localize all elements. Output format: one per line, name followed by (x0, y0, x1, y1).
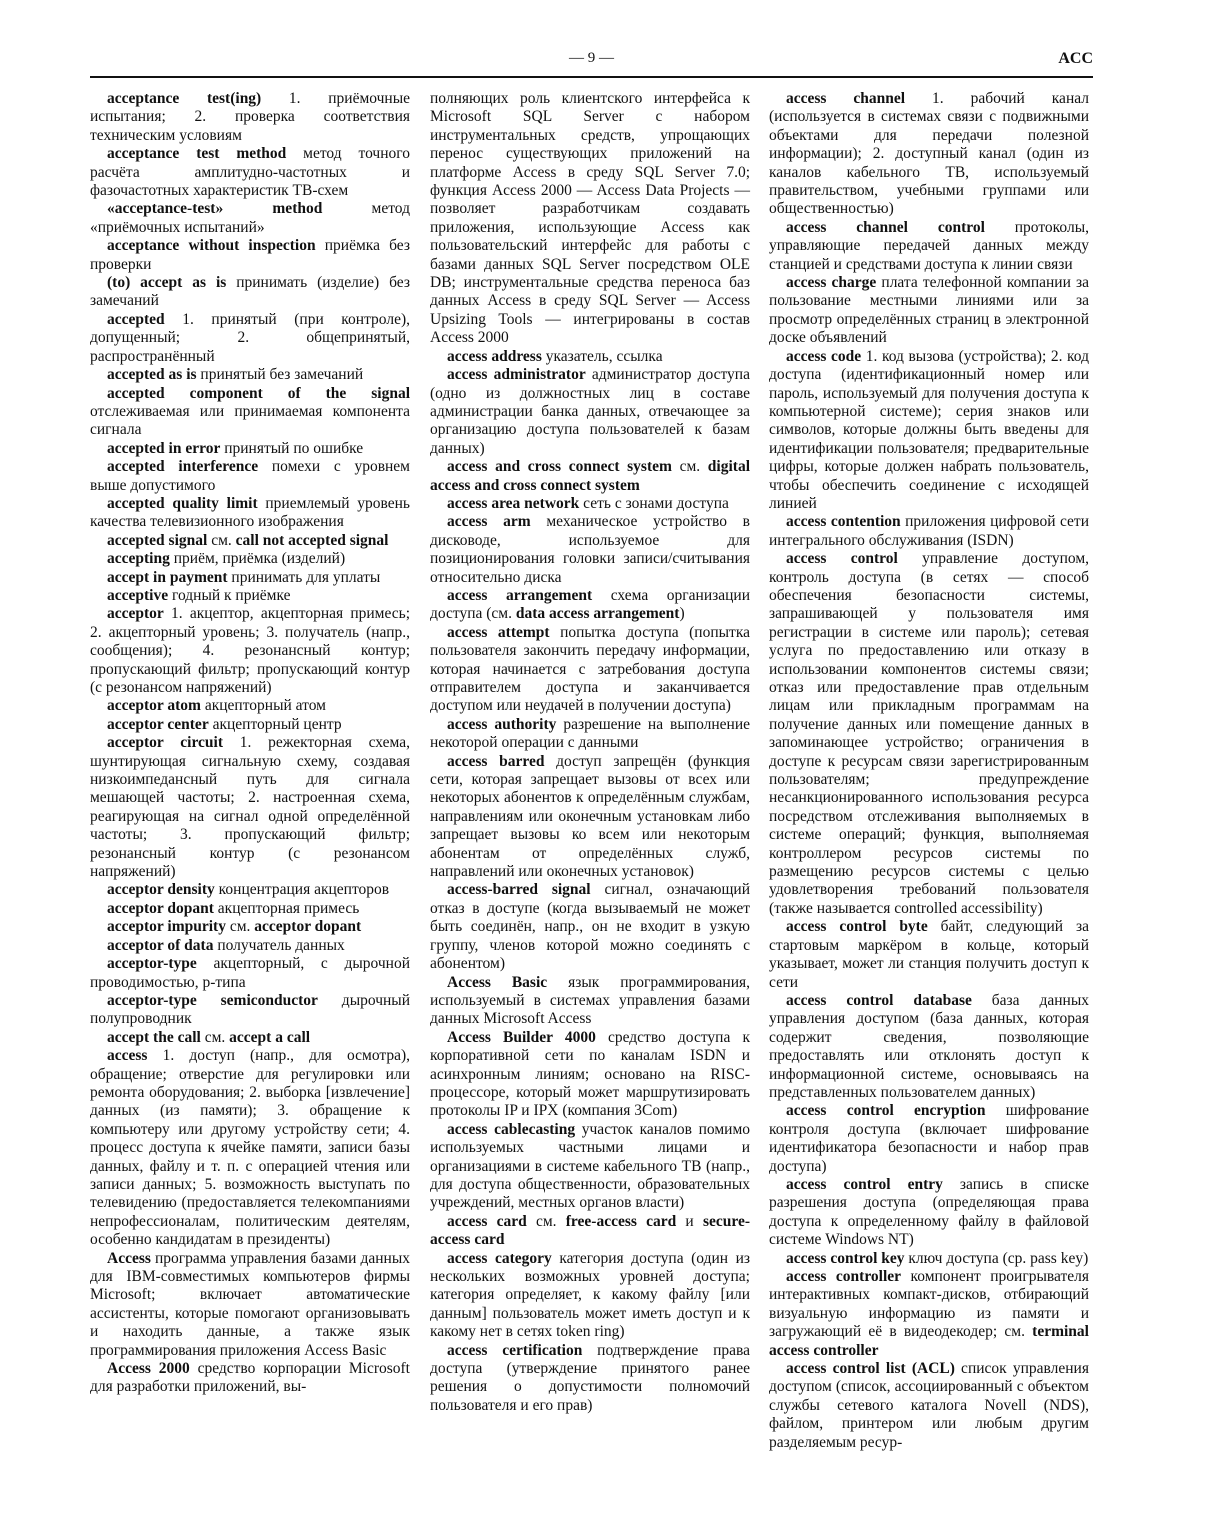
entry-term: access channel control (786, 218, 985, 236)
entry-definition: приложения цифровой сети интегрального обслуживания (ISDN) (769, 513, 1090, 549)
entry-definition: 1. принятый (при контроле), допущенный; 2. общепринятый, распространённый (90, 310, 410, 365)
entry-definition: ключ доступа (ср. pass key) (904, 1249, 1089, 1267)
entry-definition: принимать для уплаты (227, 568, 381, 586)
dictionary-entry (430, 753, 750, 882)
entry-term: acceptor atom (107, 697, 201, 715)
entry-definition: акцепторный центр (208, 715, 342, 733)
entry-definition: метод «приёмочных испытаний» (90, 200, 410, 236)
entry-definition: управление доступом, контроль доступа (в сетях — способ обеспечения безопасности системы, запрашивающей у пользователя имя регистрации в системе или пароль); сетевая услуга по предоставлению или отказу в использовании компонентов системы связи; отказ или предоставление прав отдельным лицам или прикладным программам на получение данных или помещение данных в запоминающее устройство; ограничения в доступе к ресурсам связи зарегистрированным пользователям; предупреждение несанкционированного использования ресурса посредством отслеживания выполняемых в системе операций; функция, выполняемая контроллером ресурсов системы по размещению ресурсов системы с целью удовлетворения требований пользователя (также называется controlled accessibility) (769, 550, 1089, 917)
entry-definition: байт, следующий за стартовым маркёром в кольце, который указывает, может ли станция получить доступ к сети (769, 918, 1090, 991)
entry-term: access address (447, 347, 542, 365)
entry-definition: приёмка без проверки (90, 237, 410, 273)
entry-definition: концентрация акцепторов (214, 881, 390, 899)
entry-definition: сеть с зонами доступа (579, 494, 729, 512)
entry-term: access control list (ACL) (786, 1360, 955, 1378)
entry-definition: 1. приёмочные испытания; 2. проверка соответствия техническим условиям (90, 90, 410, 144)
dictionary-entry (430, 1121, 750, 1213)
entry-term: accepted in error (107, 439, 221, 457)
dictionary-entry (430, 881, 750, 973)
dictionary-entry (430, 348, 750, 366)
entry-term: access contention (786, 513, 901, 531)
entry-term: access code (786, 347, 862, 365)
entry-definition: протоколы, управляющие передачей данных между станцией и средствами доступа к линии связи (769, 218, 1089, 273)
dictionary-entry (769, 1250, 1089, 1268)
dictionary-entry (90, 366, 410, 384)
dictionary-entry (90, 200, 410, 237)
dictionary-entry (430, 1213, 750, 1250)
dictionary-entry (90, 458, 410, 495)
dictionary-entry (90, 937, 410, 955)
entry-term: acceptive (107, 586, 169, 604)
entry-term: acceptor-type semiconductor (107, 991, 318, 1009)
dictionary-entry (90, 145, 410, 200)
entry-term: accepting (107, 550, 170, 568)
dictionary-entry (430, 1250, 750, 1342)
entry-definition: принятый без замечаний (196, 366, 364, 384)
entry-term: accepted quality limit (107, 494, 258, 512)
entry-term: access controller (786, 1268, 902, 1285)
dictionary-entry (430, 716, 750, 753)
dictionary-entry (90, 311, 410, 366)
entry-definition: сигнал, означающий отказ в доступе (когда вызываемый не может быть соединён, напр., он не входит в узкую группу, членов которой можно соединять с абонентом) (430, 881, 750, 973)
entry-term: access-barred signal (447, 881, 591, 899)
entry-term: acceptance test(ing) (107, 90, 262, 107)
entry-suffix: ) (679, 605, 685, 623)
entry-term: access control encryption (786, 1102, 986, 1120)
entry-definition: участок каналов помимо используемых частными лицами и организациями в системе кабельного ТВ (напр., для доступа общественности, образовательных учреждений, местных органов власти) (430, 1120, 750, 1212)
dictionary-entry (90, 697, 410, 715)
entry-definition: принятый по ошибке (220, 439, 364, 457)
entry-term: access barred (447, 752, 545, 770)
dictionary-entry (90, 495, 410, 532)
dictionary-entry (90, 1047, 410, 1249)
entry-term: access certification (447, 1341, 583, 1359)
entry-term: Access Basic (447, 973, 548, 991)
dictionary-entry (430, 90, 750, 348)
dictionary-entry (90, 881, 410, 899)
dictionary-entry (90, 900, 410, 918)
dictionary-entry (769, 513, 1089, 550)
entry-definition: разрешение на выполнение некоторой операции с данными (430, 715, 750, 752)
entry-definition: шифрование контроля доступа (включает шифрование идентификатора безопасности и набор прав доступа) (769, 1102, 1089, 1175)
entry-definition: акцепторный, с дырочной проводимостью, p-типа (90, 955, 410, 991)
entry-definition: акцепторная примесь (213, 899, 360, 917)
entry-definition: плата телефонной компании за пользование местными линиями или за просмотр определённых страниц в электронной доске объявлений (769, 274, 1089, 347)
dictionary-entry (769, 1360, 1089, 1452)
dictionary-entry (430, 1029, 750, 1121)
entry-definition: язык программирования, используемый в системах управления базами данных Microsoft Access (430, 973, 750, 1028)
entry-definition: дырочный полупроводник (90, 991, 411, 1028)
entry-term: accepted (107, 310, 165, 328)
dictionary-entry (430, 495, 750, 513)
entry-term: access and cross connect system (447, 458, 672, 476)
entry-definition: администратор доступа (одно из должностных лиц в составе администрации банка данных, отвечающее за организацию доступа пользователей к базам данных) (430, 366, 750, 457)
entry-term: accept in payment (107, 568, 228, 586)
entry-term: acceptor center (107, 715, 209, 733)
entry-definition: механическое устройство в дисководе, используемое для позиционирования головки записи/считывания относительно диска (430, 513, 750, 586)
entry-term: access area network (447, 494, 580, 512)
dictionary-entry (769, 550, 1089, 918)
entry-term: Access Builder 4000 (447, 1028, 596, 1046)
cross-reference: free-access card (565, 1212, 677, 1230)
dictionary-entry (430, 458, 750, 495)
cross-reference: acceptor dopant (254, 918, 362, 936)
dictionary-entry (90, 918, 410, 936)
entry-term: access control key (786, 1249, 905, 1267)
entry-term: acceptor circuit (107, 734, 224, 752)
entry-definition: акцепторный атом (200, 697, 326, 715)
dictionary-entry (90, 1360, 410, 1397)
entry-term: acceptor dopant (107, 899, 214, 917)
entry-definition: приём, приёмка (изделий) (169, 550, 346, 568)
dictionary-entry (769, 1268, 1089, 1360)
entry-term: accepted signal (107, 531, 208, 549)
dictionary-entry (769, 992, 1089, 1102)
entry-definition: средство доступа к корпоративной сети по каналам ISDN и асинхронным линиям; основано на RISC-процессоре, который может маршрутизировать протоколы IP и IPX (компания 3Com) (430, 1028, 750, 1120)
entry-definition: категория доступа (один из нескольких возможных уровней доступа; категория определяет, к какому файлу [или данным] пользователь может иметь доступ и к какому нет в сетях token ring) (430, 1249, 750, 1341)
entry-connector: и (676, 1212, 703, 1230)
entry-definition: 1. код вызова (устройства); 2. код доступа (идентификационный номер или пароль, используемый для получения доступа к компьютерной системе); серия знаков или символов, которые должны быть введены для идентификации пользователя; предварительные цифры, которые должен набрать пользователь, чтобы обеспечить соединение с исходящей линией (769, 347, 1089, 512)
entry-term: acceptance without inspection (107, 237, 316, 255)
entry-term: access channel (786, 90, 906, 107)
entry-definition: 1. акцептор, акцепторная примесь; 2. акцепторный уровень; 3. получатель (напр., сообщения); 4. резонансный контур; пропускающий фильтр; пропускающий контур (с резонансом напряжений) (90, 605, 410, 696)
entry-term: acceptor density (107, 881, 215, 899)
dictionary-entry (90, 734, 410, 881)
column-2 (430, 90, 750, 1415)
dictionary-entry (769, 918, 1089, 992)
dictionary-entry (769, 348, 1089, 514)
dictionary-entry (430, 513, 750, 587)
dictionary-entry (90, 955, 410, 992)
column-1 (90, 90, 410, 1397)
entry-definition: подтверждение права доступа (утверждение принятого ранее решения о допустимости полномочий пользователя и его прав) (430, 1341, 750, 1414)
entry-definition: 1. режекторная схема, шунтирующая сигнальную схему, создавая низкоимпедансный путь для сигнала мешающей частоты; 2. настроенная схема, реагирующая на сигнал одной определённой частоты; 3. пропускающий фильтр; резонансный контур (с резонансом напряжений) (90, 734, 410, 881)
cross-reference: data access arrangement (515, 605, 680, 623)
column-3 (769, 90, 1089, 1452)
entry-term: acceptor-type (107, 955, 197, 973)
dictionary-entry (90, 587, 410, 605)
dictionary-entry (430, 624, 750, 716)
dictionary-entry (90, 237, 410, 274)
entry-term: access control database (786, 991, 972, 1009)
dictionary-entry (90, 569, 410, 587)
entry-definition: схема организации доступа (см. (430, 586, 750, 623)
entry-definition: 1. рабочий канал (используется в системах связи с подвижными объектами для передачи полезной информации); 2. доступный канал (один из каналов кабельного ТВ, используемый правительством, учебными группами или общественностью) (769, 90, 1089, 218)
entry-term: Access (107, 1249, 151, 1267)
entry-term: acceptor (107, 605, 164, 623)
entry-definition: годный к приёмке (168, 586, 291, 604)
dictionary-entry (769, 90, 1089, 219)
entry-definition: приемлемый уровень качества телевизионного изображения (90, 494, 410, 531)
entry-term: accepted as is (107, 366, 197, 384)
entry-term: accepted interference (107, 458, 259, 476)
entry-definition: средство корпорации Microsoft для разработки приложений, вы- (90, 1360, 410, 1396)
entry-term: access administrator (447, 366, 586, 384)
running-head: ACC (1058, 50, 1093, 67)
dictionary-entry (769, 219, 1089, 274)
entry-term: access card (447, 1212, 527, 1230)
dictionary-entry (90, 385, 410, 440)
entry-definition: получатель данных (213, 936, 345, 954)
entry-definition: попытка доступа (попытка пользователя закончить передачу информации, которая начинается с затребования доступа отправителем доступа и заканчивается доступом или неудачей в получении доступа) (430, 623, 750, 715)
dictionary-entry (90, 1029, 410, 1047)
dictionary-entry (430, 974, 750, 1029)
entry-term: access (107, 1047, 148, 1065)
header-rule (90, 76, 1093, 78)
entry-definition: указатель, ссылка (541, 347, 663, 365)
cross-reference: accept a call (229, 1028, 311, 1046)
cross-reference: secure-access card (430, 1212, 750, 1249)
entry-definition: запись в списке разрешения доступа (определяющая права доступа к определенному файлу в файловой системе Windows NT) (769, 1175, 1089, 1249)
cross-reference: terminal access controller (769, 1323, 1089, 1359)
entry-term: acceptor impurity (107, 918, 226, 936)
entry-term: access category (447, 1249, 552, 1267)
entry-definition: см. (207, 531, 236, 549)
entry-definition: см. (225, 918, 255, 936)
dictionary-entry (90, 274, 410, 311)
dictionary-entry (90, 550, 410, 568)
entry-definition: программа управления базами данных для IBM-совместимых компьютеров фирмы Microsoft; включает автоматические ассистенты, которые помогают организовывать и находить данные, а также язык программирования приложения Access Basic (90, 1249, 410, 1359)
entry-definition: база данных управления доступом (база данных, которая содержит сведения, позволяющие предоставлять или отклонять доступ к информационной системе, основываясь на представленных пользователем данных) (769, 991, 1089, 1101)
entry-term: acceptor of data (107, 936, 214, 954)
dictionary-entry (769, 1176, 1089, 1250)
entry-definition: компонент проигрывателя интерактивных компакт-дисков, отбирающий визуальную информацию из памяти и загружающий её в видеодекодер; см. (769, 1268, 1089, 1341)
dictionary-entry (430, 366, 750, 458)
cross-reference: call not accepted signal (235, 531, 389, 549)
dictionary-entry (430, 587, 750, 624)
entry-term: Access 2000 (107, 1360, 190, 1378)
dictionary-entry (430, 1342, 750, 1416)
dictionary-entry (769, 1102, 1089, 1176)
dictionary-entry (90, 532, 410, 550)
entry-term: accepted component of the signal (107, 384, 410, 402)
dictionary-entry (90, 440, 410, 458)
entry-definition: помехи с уровнем выше допустимого (90, 458, 410, 494)
entry-definition: полняющих роль клиентского интерфейса к Microsoft SQL Server с набором инструментальных средств, упрощающих перенос существующих приложений на платформе Access в среду SQL Server 7.0; функция Access 2000 — Access Data Projects — позволяет разработчикам создавать приложения, использующие Access как пользовательский интерфейс для работы с базами данных SQL Server посредством OLE DB; инструментальные средства переноса баз данных Access в среду SQL Server — Access Upsizing Tools — интегрированы в состав Access 2000 (430, 90, 750, 347)
entry-term: acceptance test method (107, 145, 287, 163)
entry-definition: список управления доступом (список, ассоциированный с объектом службы сетевого каталога Novell (NDS), файлом, принтером или любым другим разделяемым ресур- (769, 1360, 1089, 1451)
entry-term: access authority (447, 715, 557, 733)
entry-term: access charge (786, 274, 877, 292)
cross-reference: digital access and cross connect system (430, 458, 750, 494)
dictionary-entry (90, 605, 410, 697)
entry-term: (to) accept as is (107, 274, 227, 292)
entry-definition: принимать (изделие) без замечаний (90, 274, 410, 310)
entry-term: access control entry (786, 1175, 943, 1193)
page-number: — 9 — (569, 50, 614, 66)
entry-term: access arrangement (447, 586, 593, 604)
entry-definition: см. (526, 1212, 566, 1230)
page-header (90, 50, 1093, 74)
dictionary-entry (90, 1250, 410, 1360)
dictionary-entry (769, 274, 1089, 348)
dictionary-entry (90, 90, 410, 145)
entry-term: access cablecasting (447, 1120, 576, 1138)
entry-definition: доступ запрещён (функция сети, которая запрещает вызовы от всех или некоторых абонентов к определённым службам, направлениям или оконечным установкам либо запрещает вызовы ко всем или некоторым абонентам от определённых служб, направлений или оконечных установок) (430, 752, 750, 881)
entry-term: access control (786, 550, 898, 568)
dictionary-entry (90, 716, 410, 734)
entry-definition: отслеживаемая или принимаемая компонента сигнала (90, 402, 410, 439)
entry-term: «acceptance-test» method (107, 200, 323, 218)
entry-term: access arm (447, 513, 531, 531)
entry-definition: см. (200, 1028, 230, 1046)
entry-term: access control byte (786, 918, 928, 936)
entry-definition: 1. доступ (напр., для осмотра), обращение; отверстие для регулировки или ремонта оборудования; 2. выборка [извлечение] данных (из памяти); 3. обращение к компьютеру или другому устройству сети; 4. процесс доступа к ячейке памяти, записи базы данных, файлу и т. п. с операцией чтения или записи данных; 5. возможность выступать по телевидению (предоставляется телекомпаниями непрофессионалам, политическим деятелям, особенно кандидатам в президенты) (90, 1047, 410, 1249)
entry-term: access attempt (447, 623, 550, 641)
entry-definition: см. (671, 458, 708, 476)
entry-definition: метод точного расчёта амплитудно-частотных и фазочастотных характеристик ТВ-схем (90, 145, 410, 200)
entry-term: accept the call (107, 1028, 201, 1046)
dictionary-entry (90, 992, 410, 1029)
